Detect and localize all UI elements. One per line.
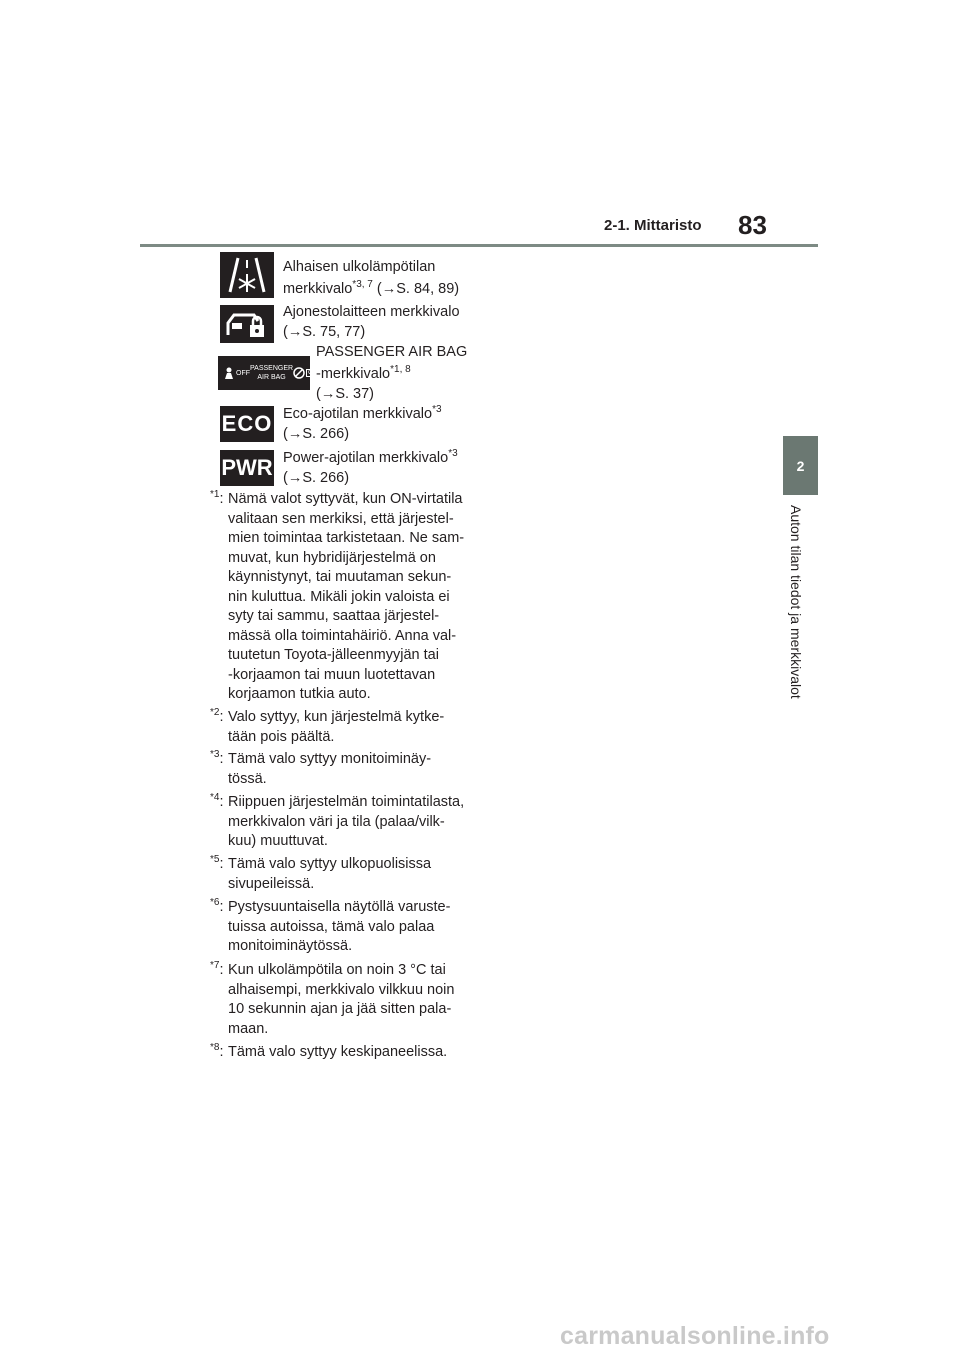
footnote-line: Valo syttyy, kun järjestelmä kytke-: [228, 709, 445, 725]
footnote-line: maan.: [228, 1020, 269, 1037]
footnote-body: [210, 708, 470, 747]
footnote: [210, 490, 470, 705]
footnote-line: Tämä valo syttyy monitoiminäy-: [228, 751, 432, 767]
watermark: carmanualsonline.info: [560, 1322, 830, 1350]
page-number: 83: [738, 210, 767, 240]
footnote-line: tössä.: [228, 770, 267, 787]
footnote-mark: $^{*5}$:: [210, 854, 224, 872]
lamp-label: merkkivalo: [283, 281, 353, 297]
footnote-mark: $^{*6}$:: [210, 897, 224, 915]
footnote-mark-text: *6: [210, 897, 220, 908]
chapter-tab: [783, 436, 818, 495]
footnote-body: [210, 490, 470, 705]
footnote-line: mien toimintaa tarkistetaan. Ne sam-: [228, 530, 465, 546]
footnote-line: mässä olla toimintahäiriö. Anna val-: [228, 627, 457, 644]
footnote: [210, 708, 470, 747]
footnote: [210, 898, 470, 957]
footnote-line: sivupeileissä.: [228, 875, 315, 892]
footnote-mark: $^{*8}$:: [210, 1042, 224, 1060]
page-reference: (→S. 266): [283, 426, 350, 442]
footnote-line: Tämä valo syttyy keskipaneelissa.: [228, 1044, 448, 1060]
footnote-mark-text: *5: [210, 854, 220, 865]
lamp-description-passenger-airbag: [316, 342, 467, 404]
footnote-line: Nämä valot syttyvät, kun ON-virtatila: [228, 491, 463, 507]
footnote-line: monitoiminäytössä.: [228, 938, 353, 954]
lamp-line: Ajonestolaitteen merkkivalo: [283, 304, 460, 320]
lamp-line: [283, 279, 459, 299]
airbag-label: [250, 364, 293, 382]
lamp-line: [283, 404, 442, 424]
airbag-off-label: OFF: [236, 369, 250, 377]
header-divider: [140, 244, 818, 247]
footnote-line: muvat, kun hybridijärjestelmä on: [228, 549, 436, 566]
footnote-body: [210, 898, 470, 957]
footnote-ref: *3: [432, 404, 442, 415]
footnote-line: nin kuluttua. Mikäli jokin valoista ei: [228, 588, 450, 605]
power-mode-icon: [220, 450, 274, 486]
footnote: [210, 855, 470, 894]
page-reference: (→S. 84, 89): [372, 281, 460, 297]
footnote-line: merkkivalon väri ja tila (palaa/vilk-: [228, 813, 445, 830]
footnote-line: Tämä valo syttyy ulkopuolisissa: [228, 856, 432, 872]
lamp-description-power: [283, 448, 458, 488]
page-reference: (→S. 75, 77): [283, 324, 366, 340]
section-title: 2-1. Mittaristo: [604, 217, 702, 234]
footnote-line: syty tai sammu, saattaa järjestel-: [228, 608, 440, 624]
passenger-airbag-icon: [218, 356, 318, 390]
footnote-line: käynnistynyt, tai muutaman sekun-: [228, 569, 452, 585]
footnote-line: Riippuen järjestelmän toimintatilasta,: [228, 794, 465, 810]
footnote-line: valitaan sen merkiksi, että järjestel-: [228, 510, 454, 527]
airbag-off-indicator: [222, 366, 250, 380]
footnote-line: tään pois päältä.: [228, 728, 335, 745]
footnote-body: [210, 961, 470, 1039]
lamp-line: [316, 364, 467, 384]
driving-aid-lock-icon: [220, 305, 274, 343]
page-reference: (→S. 37): [316, 386, 375, 402]
airbag-on-label: ON: [308, 370, 318, 376]
page-reference: (→S. 266): [283, 470, 350, 486]
footnote: [210, 1043, 470, 1063]
airbag-label-main: PASSENGER: [250, 365, 294, 372]
footnote: [210, 793, 470, 852]
footnote-ref: *3, 7: [352, 279, 373, 290]
footnote: [210, 750, 470, 789]
footnote-mark-text: *8: [210, 1042, 220, 1053]
pwr-icon-label: PWR: [221, 455, 273, 480]
footnote-line: alhaisempi, merkkivalo vilkkuu noin: [228, 981, 455, 998]
footnote: [210, 961, 470, 1039]
footnote-ref: *1, 8: [390, 364, 411, 375]
airbag-label-sub: AIR BAG: [257, 374, 286, 381]
chapter-title: Auton tilan tiedot ja merkkivalot: [788, 505, 804, 699]
footnote-mark-text: *4: [210, 792, 220, 803]
footnote-mark: $^{*3}$:: [210, 749, 224, 767]
footnote-line: kuu) muuttuvat.: [228, 833, 328, 849]
footnote-line: tuutetun Toyota-jälleenmyyjän tai: [228, 647, 439, 663]
eco-mode-icon: [220, 406, 274, 442]
chapter-number: 2: [796, 457, 805, 474]
footnote-mark: $^{*7}$:: [210, 960, 224, 978]
lamp-description-low-temperature: [283, 257, 459, 299]
lamp-line: Alhaisen ulkolämpötilan: [283, 259, 436, 275]
lamp-label: Power-ajotilan merkkivalo: [283, 450, 449, 466]
lamp-description-immobilizer: [283, 302, 460, 342]
footnote-body: [210, 855, 470, 894]
footnote-line: korjaamon tutkia auto.: [228, 686, 371, 702]
footnote-body: [210, 793, 470, 852]
footnote-line: -korjaamon tai muun luotettavan: [228, 666, 436, 683]
lamp-label: Eco-ajotilan merkkivalo: [283, 406, 433, 422]
footnote-mark: $^{*2}$:: [210, 707, 224, 725]
low-temperature-road-icon: [220, 252, 274, 298]
footnote-mark: $^{*4}$:: [210, 792, 224, 810]
lamp-description-eco: [283, 404, 442, 444]
footnote-mark-text: *3: [210, 749, 220, 760]
footnote-body: [210, 750, 470, 789]
eco-icon-label: ECO: [221, 411, 273, 436]
lamp-line: PASSENGER AIR BAG: [316, 344, 468, 360]
footnote-body: [210, 1043, 470, 1063]
lamp-label: -merkkivalo: [316, 366, 391, 382]
footnote-mark-text: *7: [210, 960, 220, 971]
footnote-ref: *3: [448, 448, 458, 459]
footnote-mark-text: *1: [210, 489, 220, 500]
footnote-line: Pystysuuntaisella näytöllä varuste-: [228, 899, 451, 915]
footnote-line: 10 sekunnin ajan ja jää sitten pala-: [228, 1001, 452, 1017]
footnote-line: Kun ulkolämpötila on noin 3 °C tai: [228, 962, 446, 978]
lamp-line: [283, 448, 458, 468]
footnote-mark-text: *2: [210, 707, 220, 718]
footnote-line: tuissa autoissa, tämä valo palaa: [228, 918, 435, 935]
footnote-mark: $^{*1}$:: [210, 489, 224, 507]
